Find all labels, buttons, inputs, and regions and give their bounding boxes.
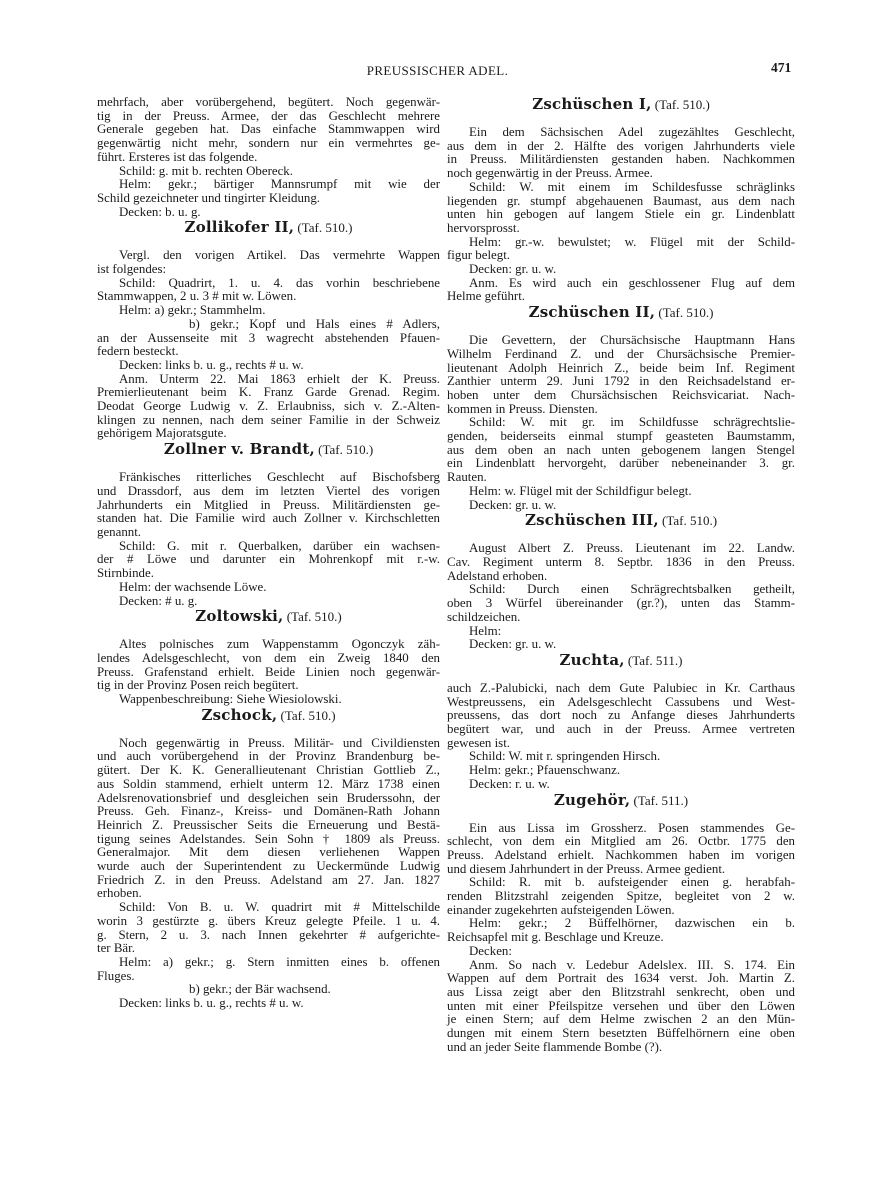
text-line: Vergl. den vorigen Artikel. Das vermehrte Wappen: [119, 248, 440, 263]
text-line: Helm: w. Flügel mit der Schildfigur belegt.: [469, 483, 692, 498]
right-column: [447, 96, 795, 1054]
text-line: Preuss. Adelstand erhielt. Nachkommen haben im vorigen: [447, 847, 795, 862]
paragraph: [97, 638, 440, 693]
text-line: Jahrhunderts ein Mitglied in Preuss. Militärdiensten ge-: [97, 497, 440, 512]
text-line: Fluges.: [97, 968, 135, 983]
plate-reference: (Taf. 510.): [286, 609, 342, 625]
text-line: Schild: W. mit r. springenden Hirsch.: [469, 749, 661, 764]
text-line: standen hat. Die Familie wird auch Zollner v. Kirchschletten: [97, 511, 440, 526]
text-line: aus Lissa zeigt aber den Blitzstrahl senkrecht, oben und: [447, 984, 795, 999]
family-name: Zschock,: [201, 705, 278, 724]
text-line: Adelsrenovationsbrief und desgleichen sein Bruderssohn, der: [97, 790, 440, 805]
text-line: und auch vorübergehend in der Provinz Brandenburg be-: [97, 749, 440, 764]
text-line: einander zugekehrten aufsteigenden Löwen.: [447, 902, 675, 917]
text-line: b) gekr.; der Bär wachsend.: [189, 982, 331, 997]
text-line: Decken: b. u. g.: [119, 204, 201, 219]
text-line: erhoben.: [97, 886, 142, 901]
text-line: der # Löwe und darunter ein Mohrenkopf mit r.-w.: [97, 552, 440, 567]
paragraph: [447, 764, 795, 778]
text-line: Preuss. Grafenstand erhielt. Beide Linien noch gegenwär-: [97, 664, 440, 679]
entry-heading: [447, 96, 795, 113]
text-line: federn besteckt.: [97, 344, 179, 359]
entry: [97, 441, 440, 608]
text-line: Westpreussens, ein Adelsgeschlecht Cassubens und West-: [447, 694, 795, 709]
text-line: Schild: Durch einen Schrägrechtsbalken getheilt,: [469, 582, 795, 597]
paragraph: [447, 778, 795, 792]
text-line: ein Lindenblatt hervorgeht, darüber nebeneinander 3. gr.: [447, 456, 795, 471]
paragraph: [447, 876, 795, 917]
text-line: Premierlieutenant beim K. Franz Garde Grenad. Regim.: [97, 385, 440, 400]
text-line: ist folgendes:: [97, 262, 167, 277]
paragraph: [447, 334, 795, 416]
text-line: preussens, das dort noch zu Anfange dieses Jahrhunderts: [447, 708, 795, 723]
text-line: renden Blitzstrahl zeigenden Spitze, begleitet von 2 w.: [447, 889, 795, 904]
text-line: gütert. Der K. K. Generallieutenant Christian Gottlieb Z.,: [97, 763, 440, 778]
paragraph: [447, 945, 795, 959]
text-line: und Drassdorf, aus dem im letzten Viertel des vorigen: [97, 483, 440, 498]
family-name: Zugehör,: [553, 790, 631, 809]
text-line: Die Gevettern, der Chursächsische Hauptmann Hans: [469, 333, 795, 348]
paragraph: [447, 236, 795, 263]
paragraph: [97, 96, 440, 165]
entry-heading: [97, 219, 440, 236]
text-line: August Albert Z. Preuss. Lieutenant im 22. Landw.: [469, 541, 795, 556]
family-name: Zschüschen II,: [528, 303, 656, 322]
paragraph: [447, 750, 795, 764]
paragraph: [97, 956, 440, 983]
text-line: tig in der Preuss. Armee, der das Geschlecht mehrere: [97, 108, 440, 123]
paragraph: [97, 901, 440, 956]
paragraph: [97, 178, 440, 205]
paragraph: [97, 737, 440, 901]
left-column: [97, 96, 440, 1011]
paragraph: [97, 471, 440, 540]
text-line: Helme geführt.: [447, 289, 526, 304]
plate-reference: (Taf. 510.): [654, 97, 710, 112]
plate-reference: (Taf. 510.): [297, 220, 353, 236]
text-line: figur belegt.: [447, 248, 510, 263]
paragraph: [97, 595, 440, 609]
text-line: aus dem in der 2. Hälfte des vorigen Jahrhunderts viele: [447, 138, 795, 153]
text-line: unten hin gebogen auf langem Stiele ein gr. Lindenblatt: [447, 207, 795, 222]
text-line: Decken: gr. u. w.: [469, 262, 557, 277]
paragraph: [447, 416, 795, 485]
paragraph: [97, 359, 440, 373]
text-line: noch gegenwärtig in der Preuss. Armee.: [447, 166, 653, 181]
paragraph: [447, 542, 795, 583]
paragraph: [97, 249, 440, 276]
text-line: begütert war, und auch in der Preuss. Armee vertreten: [447, 722, 795, 737]
text-line: Reichsapfel mit g. Beschlage und Kreuze.: [447, 930, 664, 945]
text-line: Schild: R. mit b. aufsteigender einen g. herabfah-: [469, 875, 795, 890]
text-line: Decken: # u. g.: [119, 593, 198, 608]
running-head: PREUSSISCHER ADEL.: [366, 63, 509, 78]
text-line: Ein aus Lissa im Grossherz. Posen stammendes Ge-: [469, 820, 795, 835]
entry: [447, 96, 795, 304]
paragraph: [447, 263, 795, 277]
text-line: Schild: Von B. u. W. quadrirt mit # Mittelschilde: [119, 900, 440, 915]
text-line: Decken: links b. u. g., rechts # u. w.: [119, 357, 304, 372]
plate-reference: (Taf. 510.): [658, 305, 714, 321]
text-line: Altes polnisches zum Wappenstamm Ogonczyk zäh-: [119, 637, 440, 652]
paragraph: [447, 126, 795, 181]
text-line: Helm: a) gekr.; Stammhelm.: [119, 303, 266, 318]
text-line: Helm: a) gekr.; g. Stern inmitten eines b. offenen: [119, 954, 440, 969]
text-line: Schild: Quadrirt, 1. u. 4. das vorhin beschriebene: [119, 275, 440, 290]
text-line: und diesem Jahrhundert in der Preuss. Armee gedient.: [447, 861, 726, 876]
entry-heading: [97, 608, 440, 625]
paragraph: [447, 625, 795, 639]
text-line: Anm. So nach v. Ledebur Adelslex. III. S. 174. Ein: [469, 957, 795, 972]
plate-reference: (Taf. 510.): [661, 513, 718, 529]
plate-reference: (Taf. 510.): [280, 707, 336, 723]
text-line: Decken: gr. u. w.: [469, 637, 557, 652]
paragraph: [447, 181, 795, 236]
entry-heading: [97, 707, 440, 724]
page-number: 471: [771, 60, 792, 75]
text-line: Friedrich Z. in den Preuss. Adelstand am 27. Jan. 1827: [97, 872, 440, 887]
text-line: Stammwappen, 2 u. 3 # mit w. Löwen.: [97, 289, 297, 304]
text-line: Generale gegeben hat. Das einfache Stammwappen wird: [97, 122, 440, 137]
text-line: Heinrich Z. Preussischer Seits die Erneuerung und Bestä-: [97, 817, 440, 832]
text-line: lendes Adelsgeschlecht, von dem ein Zweig 1840 den: [97, 650, 440, 665]
paragraph: [97, 997, 440, 1011]
text-line: Preuss. Geh. Finanz-, Kreiss- und Domänen-Rath Johann: [97, 804, 440, 819]
text-line: und an jeder Seite flammende Bombe (?).: [447, 1039, 663, 1054]
text-line: Helm: gekr.; 2 Büffelhörner, dazwischen ein b.: [469, 916, 795, 931]
text-line: genden, beiderseits einmal stumpf geasteten Baumstamm,: [447, 429, 795, 444]
paragraph: [97, 304, 440, 318]
text-line: tigung seines Adelstandes. Sein Sohn † 1809 als Preuss.: [97, 831, 440, 846]
text-line: Cav. Regiment unterm 8. Septbr. 1836 in den Preuss.: [447, 554, 795, 569]
text-line: Helm: der wachsende Löwe.: [119, 579, 267, 594]
text-line: hervorsprosst.: [447, 220, 520, 235]
text-line: Generalmajor. Mit dem diesen verliehenen Wappen: [97, 845, 440, 860]
text-line: Wappen auf dem Portrait des 1634 verst. Joh. Martin Z.: [447, 971, 795, 986]
text-line: Helm:: [469, 623, 502, 638]
text-line: Rauten.: [447, 470, 487, 485]
text-line: Anm. Unterm 22. Mai 1863 erhielt der K. Preuss.: [119, 371, 440, 386]
paragraph: [447, 485, 795, 499]
text-line: Adelstand erhoben.: [447, 568, 548, 583]
family-name: Zschüschen III,: [524, 511, 659, 530]
entry: [447, 512, 795, 652]
text-line: Wilhelm Ferdinand Z. und der Chursächsische Premier-: [447, 346, 795, 361]
paragraph: [447, 917, 795, 944]
text-line: Anm. Es wird auch ein geschlossener Flug auf dem: [469, 275, 795, 290]
paragraph: [447, 499, 795, 513]
text-line: gehörigem Majoratsgute.: [97, 426, 227, 441]
text-line: genannt.: [97, 524, 142, 539]
paragraph: [97, 165, 440, 179]
text-line: Helm: gekr.; bärtiger Mannsrumpf mit wie der: [119, 177, 440, 192]
entry: [97, 707, 440, 1011]
family-name: Zollikofer II,: [184, 218, 295, 237]
paragraph: [97, 581, 440, 595]
text-line: klingen zu nennen, nach dem seiner Familie in der Schweiz: [97, 412, 440, 427]
text-line: tig in der Provinz Posen reich begütert.: [97, 678, 299, 693]
entry: [447, 652, 795, 792]
text-line: Zanthier unterm 29. Juni 1792 in den Reichsadelstand er-: [447, 374, 795, 389]
entry: [97, 219, 440, 441]
text-line: gegenwärtig nicht mehr, sondern nur ein vermehrtes ge-: [97, 136, 440, 151]
plate-reference: (Taf. 511.): [627, 652, 683, 668]
text-line: Noch gegenwärtig in Preuss. Militär- und Civildiensten: [119, 735, 440, 750]
text-line: Stirnbinde.: [97, 566, 154, 581]
text-line: hoben unter dem Chursächsischen Reichsvicariat. Nach-: [447, 387, 795, 402]
text-line: dungen mit einem Stern besetzten Büffelhörnern eine oben: [447, 1026, 795, 1041]
paragraph: [447, 822, 795, 877]
text-line: mehrfach, aber vorübergehend, begütert. Noch gegenwär-: [97, 95, 440, 109]
text-line: wurde auch der Superintendent zu Ueckermünde Ludwig: [97, 859, 440, 874]
family-name: Zuchta,: [559, 650, 625, 669]
paragraph: [97, 983, 440, 997]
text-line: führt. Ersteres ist das folgende.: [97, 149, 258, 164]
family-name: Zollner v. Brandt,: [163, 440, 315, 459]
text-line: Helm: gekr.; Pfauenschwanz.: [469, 763, 621, 778]
paragraph: [97, 318, 440, 359]
family-name: Zoltowski,: [195, 607, 284, 626]
text-line: aus dem oben an nach unten gebogenem langen Stengel: [447, 442, 795, 457]
paragraph: [97, 540, 440, 581]
text-line: liegenden gr. stumpf abgehauenen Baumast, aus dem nach: [447, 193, 795, 208]
text-line: Deodat George Ludwig v. Z. Erlaubniss, sich v. Z.-Alten-: [97, 399, 440, 414]
text-line: schlecht, von dem ein Mitglied am 26. Octbr. 1775 den: [447, 834, 795, 849]
text-line: g. Stern, 2 u. 3. nach Innen gekehrter # aufgerichte-: [97, 927, 440, 942]
entry-heading: [447, 304, 795, 321]
text-line: Decken:: [469, 943, 512, 958]
entry: [97, 608, 440, 707]
entry: [447, 792, 795, 1055]
paragraph: [447, 638, 795, 652]
entry-heading: [97, 441, 440, 458]
entry-heading: [447, 512, 795, 529]
entry-heading: [447, 652, 795, 669]
text-line: auch Z.-Palubicki, nach dem Gute Palubiec in Kr. Carthaus: [447, 680, 795, 695]
text-line: Decken: r. u. w.: [469, 776, 550, 791]
paragraph: [97, 277, 440, 304]
entry: [97, 96, 440, 219]
text-line: Decken: links b. u. g., rechts # u. w.: [119, 996, 304, 1011]
plate-reference: (Taf. 511.): [633, 792, 689, 808]
text-line: kommen in Preuss. Diensten.: [447, 401, 598, 416]
text-line: Helm: gr.-w. bewulstet; w. Flügel mit der Schild-: [469, 234, 795, 249]
text-line: gewesen ist.: [447, 735, 511, 750]
paragraph: [447, 959, 795, 1055]
text-line: Schild: g. mit b. rechten Obereck.: [119, 163, 293, 178]
paragraph: [97, 693, 440, 707]
family-name: Zschüschen I,: [532, 95, 652, 113]
text-line: Decken: gr. u. w.: [469, 497, 557, 512]
text-line: je einen Stern; auf dem Helme zwischen 2 an den Mün-: [447, 1012, 795, 1027]
text-line: Wappenbeschreibung: Siehe Wiesiolowski.: [119, 692, 342, 707]
text-line: Schild: W. mit gr. im Schildfusse schrägrechtslie-: [469, 415, 795, 430]
paragraph: [447, 583, 795, 624]
text-line: b) gekr.; Kopf und Hals eines # Adlers,: [189, 316, 440, 331]
text-line: Schild: W. mit einem im Schildesfusse schräglinks: [469, 179, 795, 194]
text-line: Schild gezeichneter und tingirter Kleidung.: [97, 190, 321, 205]
paragraph: [97, 206, 440, 220]
text-line: Schild: G. mit r. Querbalken, darüber ein wachsen-: [119, 538, 440, 553]
entry-heading: [447, 792, 795, 809]
entry: [447, 304, 795, 512]
paragraph: [447, 682, 795, 751]
text-line: Ein dem Sächsischen Adel zugezähltes Geschlecht,: [469, 125, 795, 139]
text-line: Fränkisches ritterliches Geschlecht auf Bischofsberg: [119, 470, 440, 485]
paragraph: [97, 373, 440, 442]
text-line: oben 3 Würfel übereinander (gr.?), unten das Stamm-: [447, 596, 795, 611]
text-line: lieutenant Adolph Heinrich Z., beide beim Inf. Regiment: [447, 360, 795, 375]
text-line: schildzeichen.: [447, 609, 521, 624]
text-line: unten mit einer Pfeilspitze versehen und über den Löwen: [447, 998, 795, 1013]
text-line: ter Bär.: [97, 941, 135, 956]
text-line: in Preuss. Militärdiensten gestanden haben. Nachkommen: [447, 152, 795, 167]
text-line: an der Aussenseite mit 3 wagrecht abstehenden Pfauen-: [97, 330, 440, 345]
paragraph: [447, 277, 795, 304]
text-line: worin 3 gestürzte g. übers Kreuz gelegte Pfeile. 1 u. 4.: [97, 913, 440, 928]
text-line: aus Soldin stammend, erhielt unterm 12. März 1738 einen: [97, 776, 440, 791]
plate-reference: (Taf. 510.): [318, 442, 374, 458]
